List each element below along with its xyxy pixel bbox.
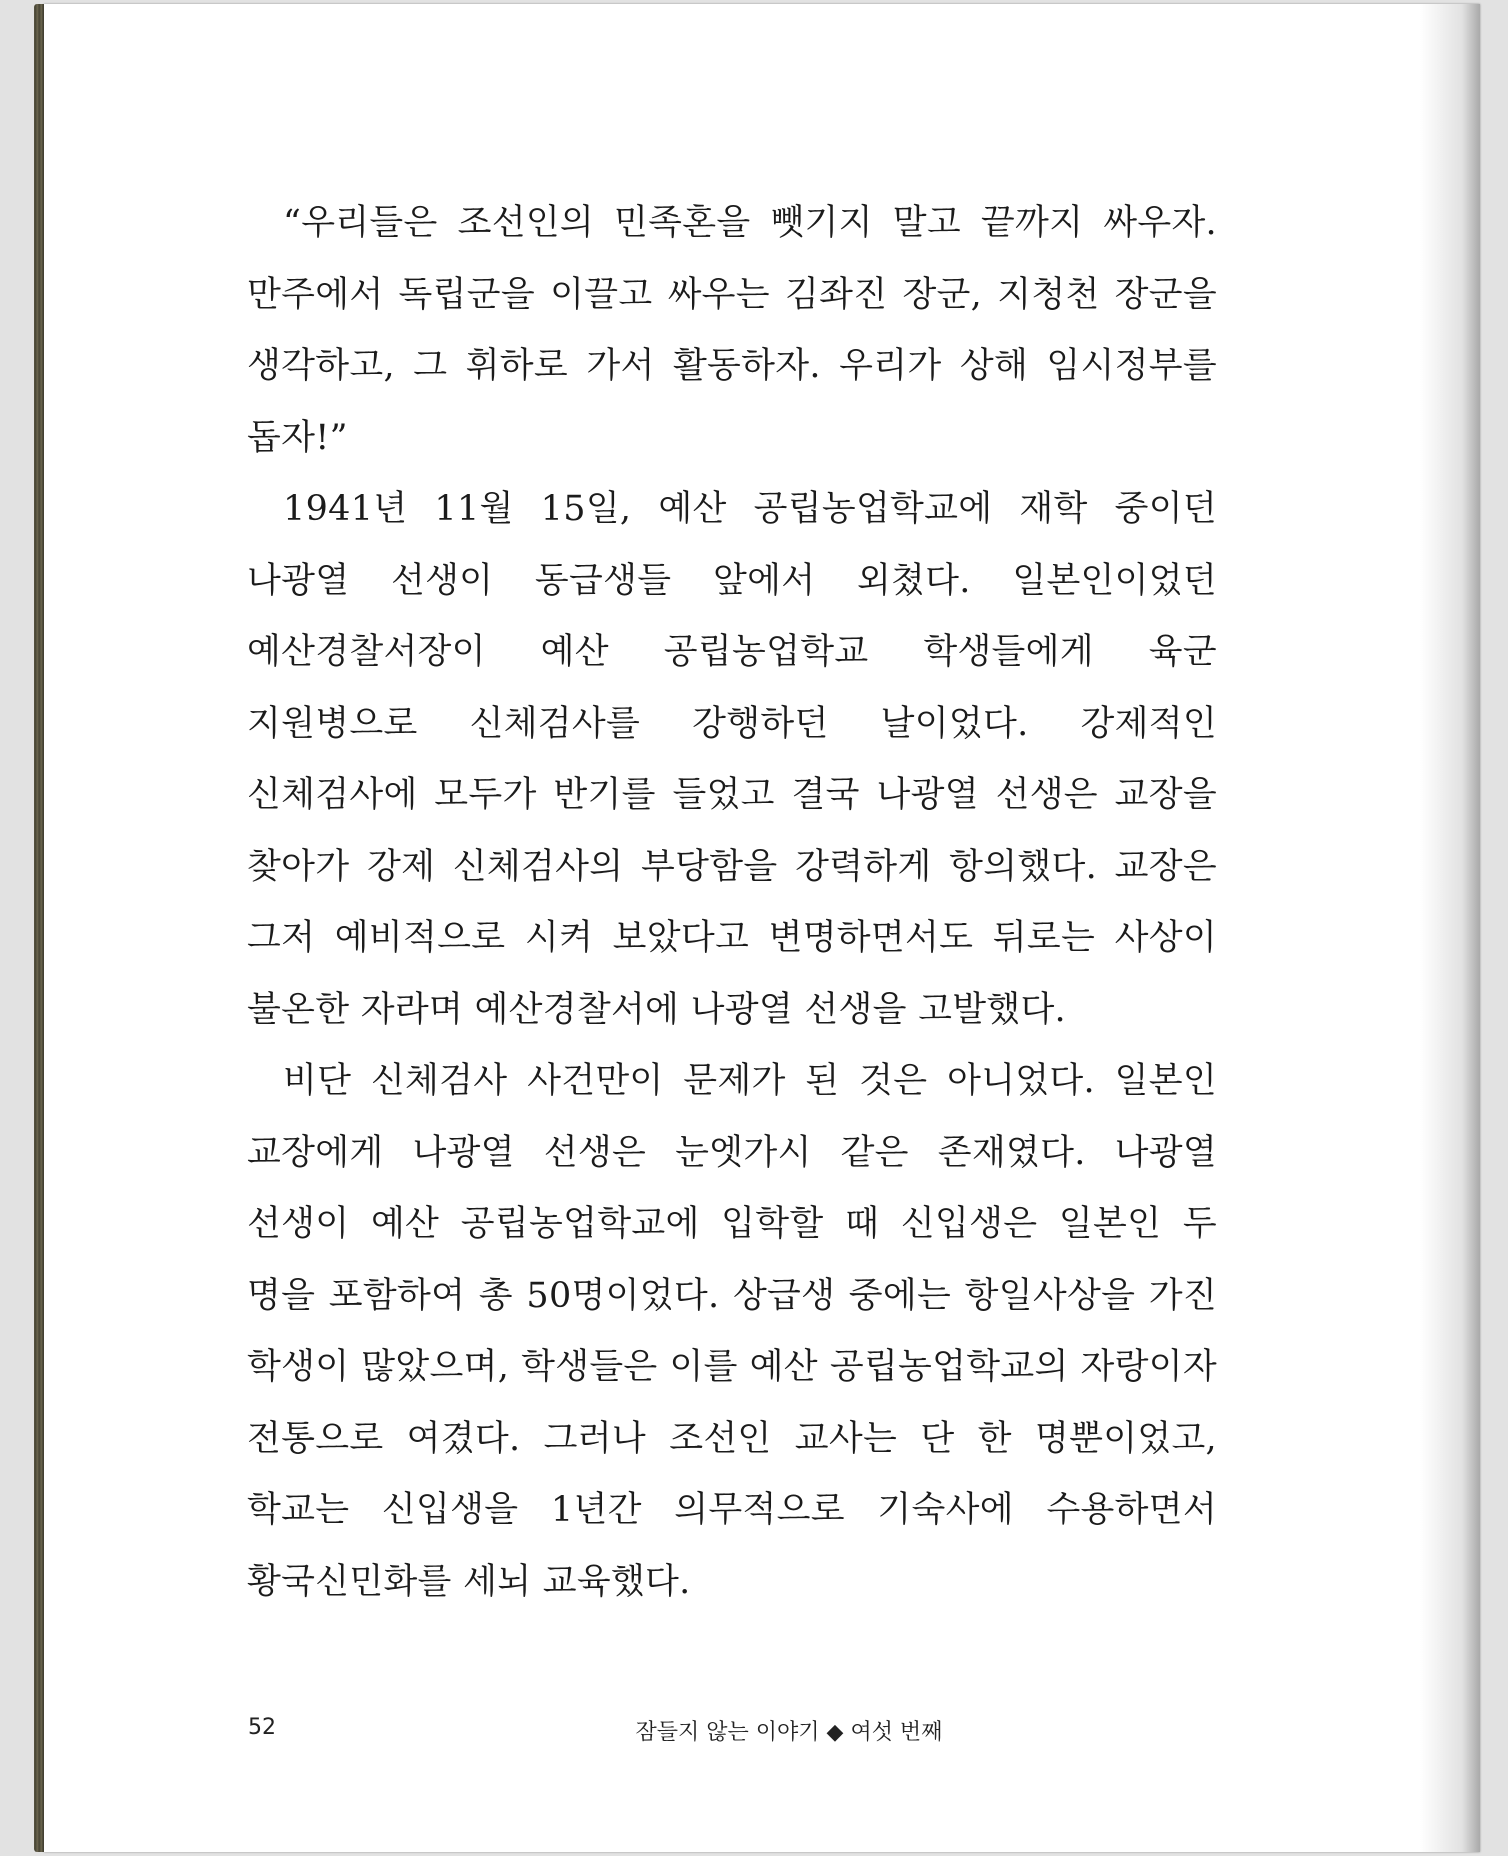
paragraph-school-context: 비단 신체검사 사건만이 문제가 된 것은 아니었다. 일본인 교장에게 나광열 선생은 눈엣가시 같은 존재였다. 나광열 선생이 예산 공립농업학교에 입학할 때 신입생은 일본인 두 명을 포함하여 총 50명이었다. 상급생 중에는 항일사상을 가진 학생이 많았으며, 학생들은 이를 예산 공립농업학교의 자랑이자 전통으로 여겼다. 그러나 조선인 교사는 단 한 명뿐이었고, 학교는 신입생을 1년간 의무적으로 기숙사에 수용하면서 황국신민화를 세뇌 교육했다.	[247, 1061, 1217, 1602]
body-text	[247, 188, 1217, 1618]
page-number: 52	[248, 1715, 276, 1740]
paragraph-quote: “우리들은 조선인의 민족혼을 뺏기지 말고 끝까지 싸우자. 만주에서 독립군을 이끌고 싸우는 김좌진 장군, 지청천 장군을 생각하고, 그 휘하로 가서 활동하자. 우리가 상해 임시정부를 돕자!”	[247, 203, 1217, 458]
book-page	[44, 4, 1480, 1852]
page-curl-shadow	[1420, 4, 1480, 1852]
running-footer-title: 잠들지 않는 이야기 ◆ 여섯 번째	[635, 1720, 943, 1745]
paragraph-physical-exam: 1941년 11월 15일, 예산 공립농업학교에 재학 중이던 나광열 선생이 동급생들 앞에서 외쳤다. 일본인이었던 예산경찰서장이 예산 공립농업학교 학생들에게 육군 지원병으로 신체검사를 강행하던 날이었다. 강제적인 신체검사에 모두가 반기를 들었고 결국 나광열 선생은 교장을 찾아가 강제 신체검사의 부당함을 강력하게 항의했다. 교장은 그저 예비적으로 시켜 보았다고 변명하면서도 뒤로는 사상이 불온한 자라며 예산경찰서에 나광열 선생을 고발했다.	[247, 489, 1217, 1030]
